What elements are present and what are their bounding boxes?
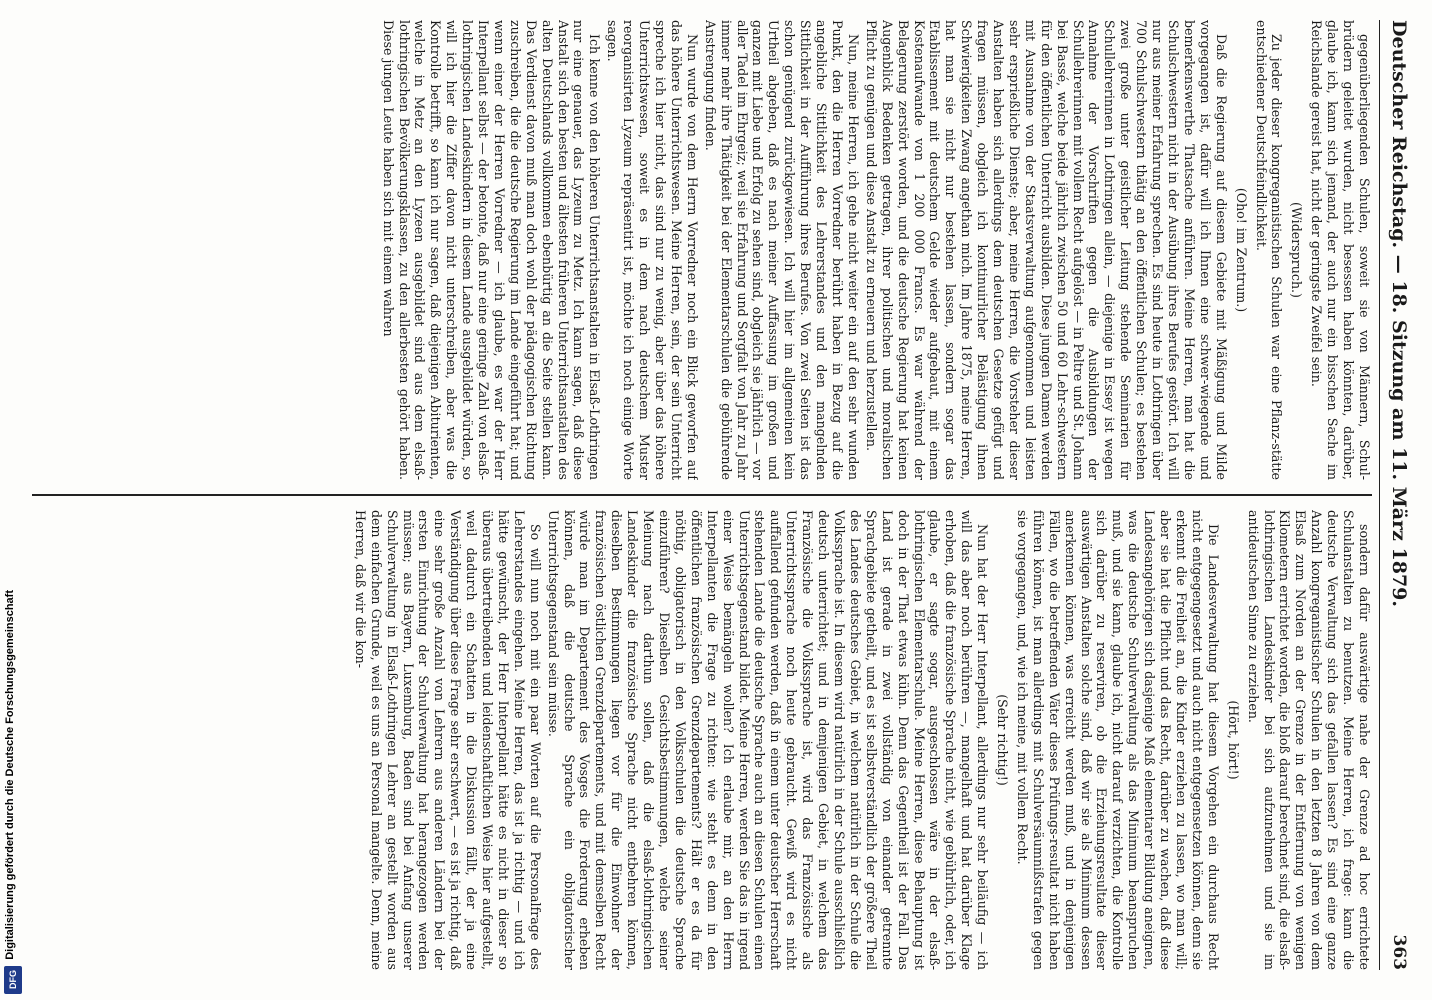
paragraph: (Oho! im Zentrum.)	[1233, 187, 1249, 313]
paragraph: Nun, meine Herren, ich gehe nicht weiter ein auf den sehr wunden Punkt, den die Herren Vorredner berührt haben in Bezug auf die angebliche Sittlichkeit des Lehrerstandes und den mangelnden Sittlichkeit in der Aufführung ihres Berufes. Von zwei Seiten ist das schon genügend zurückgewiesen. Ich will hier im allgemeinen kein Urtheil abgeben, daß es nach meiner Auffassung im großen und ganzen mit Liebe und Erfolg zu sehen sind, obgleich sie jährlich — vor aller Tadel im Ehrgeiz; weil sie Erfahrung und Sorgfalt von Jahr zu Jahr immer mehr ihre Thätigkeit bei der Elementarschulen die gebührende Anstrengung finden.	[702, 20, 861, 480]
paragraph: gegenüberliegenden Schulen, soweit sie von Männern, Schul-brüdern geleitet wurden, nicht besessen haben könnten, darüber, glaube ich, kann sich jemand, der auch nur ein bisschen Sache im Reichslande gereist hat, nicht der geringste Zweifel sein.	[1309, 20, 1372, 480]
paragraph: (Widerspruch.)	[1289, 202, 1305, 298]
left-column	[32, 20, 1372, 480]
paragraph: Daß die Regierung auf diesem Gebiete mit Mäßigung und Milde vorgegangen ist, dafür will ich Ihnen eine schwer-wiegende und bemerkenswerthe Thatsache anführen. Meine Herren, man hat die Schulschwestern nicht in der Ausübung ihres Berufes gestört. Ich will nur aus meiner Erfahrung sprechen. Es sind heute in Lothringen über 700 Schulschwestern thätig an den öffentlichen Schulen; es bestehen zwei große unter geistlicher Leitung stehende Seminarien für Schullehrerinnen in Lothringen allein, — diejenige in Essey ist wegen Annahme der Vorschriften gegen die Ausbildungen der Schullehrerinnen mit vollem Recht aufgelöst — in Peltre und St. Johann bei Bassé, welche beide jährlich zwischen 50 und 60 Lehr-schwestern für den öffentlichen Unterricht ausbilden. Diese jungen Damen werden mit Ausnahme von der Staatsverwaltung aufgenommen und leisten sehr ersprießliche Dienste; aber, meine Herren, die Vorsteher dieser Anstalten haben sich allerdings dem deutschen Gesetze gefügt und fragen müssen, obgleich ich kontinuirlicher Belästigung ihnen Schwierigkeiten Zwang angethan mich. Im Jahre 1875, meine Herren, hat man sie nicht nur bestehen lassen, sondern sogar das Etablissement mit deutschem Gelde wieder aufgebaut, mit einem Kostenaufwande von 1 200 000 Francs. Es war während der Belagerung zerstört worden, und die deutsche Regierung hat keinen Augenblick Bedenken getragen, ihrer politischen und moralischen Pflicht zu genügen und diese Anstalt zu erneuern und herzustellen.	[863, 20, 1229, 480]
paragraph: Ich kenne von den höheren Unterrichtsanstalten in Elsaß-Lothringen nur eine genauer, das Lyzeum zu Metz. Ich kann sagen, daß diese Anstalt sich den besten und ältesten früheren Unterrichtsanstalten des alten Deutschlands vollkommen ebenbürtig an die Seite stellen kann. Das Verdienst davon muß man doch wohl der pädagogischen Richtung zuschreiben, die die deutsche Regierung im Lande eingeführt hat; und wenn einer der Herren Vorredner — ich glaube, es war der Herr Interpellant selbst — der betonte, daß nur eine geringe Zahl von elsaß-lothringischen Landeskindern in diesem Lande ausgebildet würden, so will ich hier die Ziffer davon nicht unterschreiben, aber was die Kontrolle betrifft, so kann ich nur sagen, daß diejenigen Abiturienten, welche in Metz an den Lyzeen ausgebildet sind aus dem elsaß-lothringischen Bevölkerungsklassen, zu den allerbesten gehört haben. Diese jungen Leute haben sich mit einem wahren	[380, 20, 603, 480]
paragraph: sondern dafür auswärtige nahe der Grenze ad hoc errichtete Schulanstalten zu benutzen. Meine Herren, ich frage: kann die deutsche Verwaltung sich das gefallen lassen? Es sind eine ganze Anzahl kongreganistischer Schulen in den letzten 8 Jahren von dem Elsaß zum Norden an der Grenze in der Entfernung von wenigen Kilometern errichtet worden, die bloß darauf berechnet sind, die elsaß-lothringischen Landeskinder bei sich aufzunehmen und sie im antideutschen Sinne zu erziehen.	[1245, 510, 1372, 970]
text-columns	[32, 20, 1372, 970]
paragraph: (Sehr richtig!)	[995, 694, 1011, 786]
paragraph: Nun hat der Herr Interpellant, allerdings nur sehr beiläufig — ich will das aber noch berühren —, mangelhaft und hat darüber Klage erhoben, daß die französische Sprache nicht, wie gebührlich, oder, ich glaube, er sagte sogar, ausgeschlossen wäre in der elsaß-lothringischen Elementarschule. Meine Herren, diese Behauptung ist doch in der That etwas kühn. Denn das Gegentheil ist der Fall. Das Land ist gerade in zwei vollständig von einander getrennte Sprachgebiete getheilt, und es ist selbstverständlich der größere Theil des Landes deutsches Gebiet, in welchem natürlich in der Schule die Volkssprache ist. In diesem wird natürlich in der Schule ausschließlich deutsch unterrichtet; und in demjenigen Gebiet, in welchem das Französische die Volkssprache ist, wird das Französische als Unterrichtssprache noch heute gebraucht. Gewiß wird es nicht auffallend gefunden werden, daß in einem unter deutscher Herrschaft stehenden Lande die deutsche Sprache auch an diesen Schulen einen Unterrichtsgegenstand bildet. Meine Herren, werden Sie das in irgend einer Weise bemängeln wollen? Ich erlaube mir, an den Herrn Interpellanten die Frage zu richten: wie steht es denn in den öffentlichen französischen Grenzdepartements? Hält er es da für nöthig, obligatorisch in den Volksschulen die deutsche Sprache einzuführen? Dieselben Gesichtsbestimmungen, welche seiner Meinung nach darthun sollen, daß die elsaß-lothringischen Landeskinder die französische Sprache nicht entbehren können, dieselben Bestimmungen liegen vor für die Einwohner der französischen östlichen Grenzdepartements, und mit demselben Recht würde man im Departement des Vosges die Forderung erheben können, daß die deutsche Sprache ein obligatorischer Unterrichtsgegenstand sein müsse.	[545, 510, 991, 970]
paragraph: Zu jeder dieser kongreganistischen Schulen war eine Pflanz-stätte entschiedener Deutschfeindlichkeit.	[1253, 20, 1285, 480]
page-title: Deutscher Reichstag. — 18. Sitzung am 11. März 1879.	[1388, 20, 1410, 607]
paragraph: Nun wurde von dem Herrn Vorredner noch ein Blick geworfen auf das höhere Unterrichtswesen. Meine Herren, sein, der sein Unterricht spreche ich hier nicht, das sind nur zu wenig, aber über das höhere Unterrichtswesen, soweit es in dem nach deutschem Muster reorganisirten Lyzeum repräsentirt ist, möchte ich noch einige Worte sagen.	[605, 20, 700, 480]
column-divider	[32, 494, 1372, 496]
dfg-logo-icon: DFG	[4, 966, 22, 994]
page-header	[1379, 20, 1418, 970]
paragraph: Die Landesverwaltung hat diesem Vorgehen ein durchaus Recht nicht entgegengesetzt und auch nicht entgegensetzen können, denn sie erkennt die Freiheit an, die Kinder erziehen zu lassen, wo man will; aber sie hat die Pflicht und das Recht, darüber zu wachen, daß diese Landesangehörigen sich dasjenige Maß elementarer Bildung aneignen, was die deutsche Schulverwaltung als das Minimum beanspruchen muß, und sie kann, glaube ich, nicht darauf verzichten, die Kontrolle sich darüber zu reserviren, ob die Erziehungsresultate dieser auswärtigen Anstalten solche sind, daß wir sie als Minimum dessen anerkennen können, was erreicht werden muß, und in denjenigen Fällen, wo die betreffenden Väter dieses Prüfungs-resultat nicht haben führen können, ist man allerdings mit Schulversäumnißstrafen gegen sie vorgegangen, und, wie ich meine, mit vollem Recht.	[1014, 510, 1221, 970]
paragraph: So will nun noch mit ein paar Worten auf die Personalfrage des Lehrerstandes eingehen. Meine Herren, das ist ja richtig — und ich hätte gewünscht, der Herr Interpellant hätte es nicht in dieser so überaus übertreibenden und leidenschaftlichen Weise hier aufgestellt, weil dadurch ein Schatten in die Diskussion fällt, der ja eine Verständigung über diese Frage sehr erschwert, — es ist ja richtig, daß eine sehr große Anzahl von Lehrern aus anderen Ländern bei der ersten Einrichtung der Schulverwaltung hat herangezogen werden müssen; aus Bayern, Luxemburg, Baden sind bei Anfang unserer Schulverwaltung in Elsaß-Lothringen Lehrer an gestellt worden aus dem einfachen Grunde, weil es uns an Personal mangelte. Denn, meine Herren, daß wir die kon-	[352, 510, 543, 970]
digitization-sidebar	[0, 0, 26, 1000]
paragraph: (Hört, hört!)	[1225, 700, 1241, 780]
digitization-credit: Digitalisierung gefördert durch die Deutsche Forschungsgemeinschaft	[4, 590, 16, 960]
right-column	[32, 510, 1372, 970]
page-number: 363	[1389, 934, 1409, 970]
